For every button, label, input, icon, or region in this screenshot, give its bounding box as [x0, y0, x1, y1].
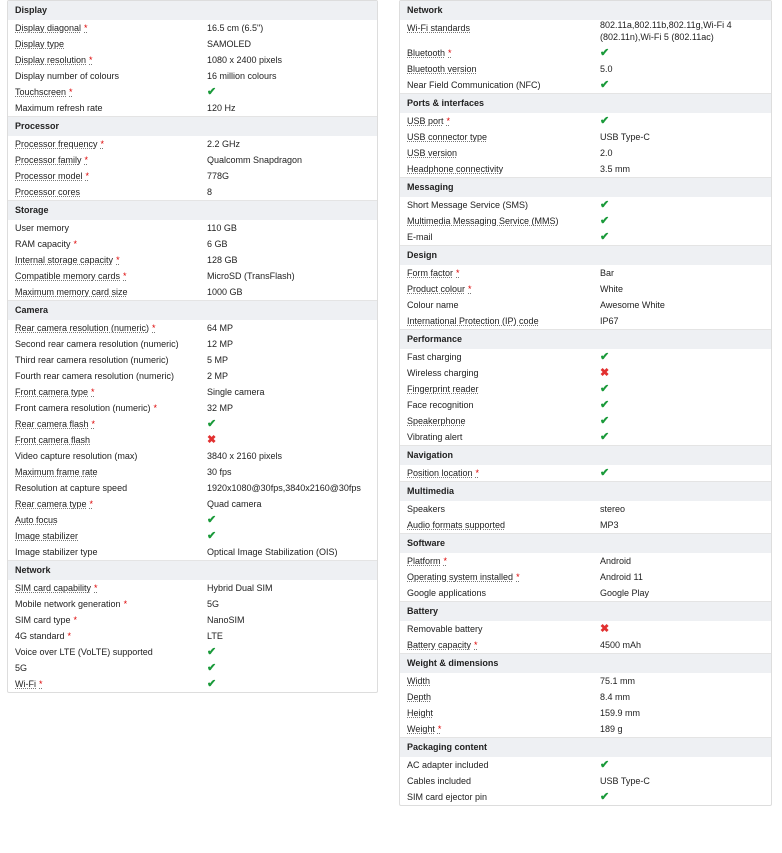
- spec-value: 3.5 mm: [600, 164, 631, 174]
- required-marker: *: [448, 48, 452, 58]
- spec-row-resolution-at-capture-speed: [8, 480, 377, 496]
- spec-value: IP67: [600, 316, 619, 326]
- spec-value: 8.4 mm: [600, 692, 631, 702]
- required-marker: *: [152, 323, 156, 333]
- section-header-camera: Camera: [8, 300, 377, 320]
- spec-row-speakerphone: [400, 413, 771, 429]
- spec-value-icon: [207, 660, 216, 676]
- spec-label[interactable]: Image stabilizer: [15, 531, 79, 541]
- spec-label: Face recognition: [407, 400, 474, 410]
- spec-value: 6 GB: [207, 239, 228, 249]
- spec-row-maximum-memory-card-size: [8, 284, 377, 300]
- spec-row-international-protection-ip-code: [400, 313, 771, 329]
- spec-label: Maximum refresh rate: [15, 103, 103, 113]
- spec-label[interactable]: Bluetooth *: [407, 48, 452, 58]
- spec-value-icon: [207, 676, 216, 692]
- required-marker: *: [91, 419, 96, 429]
- spec-row-usb-port: [400, 113, 771, 129]
- section-header-network: Network: [8, 560, 377, 580]
- spec-label: Near Field Communication (NFC): [407, 80, 541, 90]
- spec-label[interactable]: Weight *: [407, 724, 442, 734]
- spec-label[interactable]: Platform *: [407, 556, 448, 566]
- spec-row-width: [400, 673, 771, 689]
- spec-value: White: [600, 284, 624, 294]
- spec-label: Google applications: [407, 588, 487, 598]
- spec-value: 4500 mAh: [600, 640, 642, 650]
- spec-row-depth: [400, 689, 771, 705]
- spec-value: 802.11a,802.11b,802.11g,Wi-Fi 4 (802.11n),Wi-Fi 5 (802.11ac): [600, 20, 732, 42]
- required-marker: *: [468, 284, 472, 294]
- spec-label: Short Message Service (SMS): [407, 200, 529, 210]
- check-icon: ✔: [600, 115, 610, 127]
- spec-row-sim-card-ejector-pin: [400, 789, 771, 805]
- required-marker: *: [39, 679, 43, 689]
- spec-value: Quad camera: [207, 499, 262, 509]
- spec-label[interactable]: Position location *: [407, 468, 480, 478]
- spec-label[interactable]: Fingerprint reader: [407, 384, 479, 394]
- check-icon: ✔: [600, 79, 610, 91]
- spec-value-icon: [600, 229, 609, 245]
- check-icon: ✔: [207, 662, 217, 674]
- section-header-software: Software: [400, 533, 771, 553]
- spec-row-maximum-frame-rate: [8, 464, 377, 480]
- spec-label[interactable]: Operating system installed *: [407, 572, 520, 582]
- spec-row-cables-included: [400, 773, 771, 789]
- section-header-messaging: Messaging: [400, 177, 771, 197]
- spec-value: 32 MP: [207, 403, 234, 413]
- spec-row-platform: [400, 553, 771, 569]
- spec-value: 5G: [207, 599, 220, 609]
- spec-value: 5 MP: [207, 355, 229, 365]
- section-header-design: Design: [400, 245, 771, 265]
- spec-label: Front camera resolution (numeric) *: [15, 403, 158, 413]
- spec-value-icon: [600, 213, 609, 229]
- spec-label: SIM card type *: [15, 615, 78, 625]
- spec-label[interactable]: Maximum frame rate: [15, 467, 98, 477]
- check-icon: ✔: [600, 231, 610, 243]
- spec-value: 12 MP: [207, 339, 234, 349]
- check-icon: ✔: [207, 418, 217, 430]
- spec-value: Qualcomm Snapdragon: [207, 155, 303, 165]
- spec-value-icon: [600, 349, 609, 365]
- spec-label[interactable]: Maximum memory card size: [15, 287, 128, 297]
- spec-label: Colour name: [407, 300, 459, 310]
- required-marker: *: [443, 556, 448, 566]
- spec-row-user-memory: [8, 220, 377, 236]
- spec-row-processor-cores: [8, 184, 377, 200]
- required-marker: *: [437, 724, 442, 734]
- spec-row-rear-camera-flash: [8, 416, 377, 432]
- spec-row-processor-frequency: [8, 136, 377, 152]
- spec-value-icon: [600, 757, 609, 773]
- spec-value: 5.0: [600, 64, 613, 74]
- spec-label[interactable]: SIM card capability *: [15, 583, 98, 593]
- spec-label: Vibrating alert: [407, 432, 463, 442]
- required-marker: *: [84, 155, 89, 165]
- required-marker: *: [73, 239, 78, 249]
- spec-value-icon: [600, 397, 609, 413]
- spec-row-display-resolution: [8, 52, 377, 68]
- spec-row-display-type: [8, 36, 377, 52]
- required-marker: *: [123, 599, 128, 609]
- required-marker: *: [94, 583, 98, 593]
- spec-label[interactable]: Processor cores: [15, 187, 81, 197]
- spec-value-icon: [600, 77, 609, 93]
- spec-label[interactable]: Front camera type *: [15, 387, 95, 397]
- spec-value: Google Play: [600, 588, 650, 598]
- spec-value: MP3: [600, 520, 619, 530]
- required-marker: *: [516, 572, 520, 582]
- check-icon: ✔: [600, 215, 610, 227]
- spec-row-display-diagonal: [8, 20, 377, 36]
- spec-row-headphone-connectivity: [400, 161, 771, 177]
- check-icon: ✔: [207, 646, 217, 658]
- section-header-processor: Processor: [8, 116, 377, 136]
- spec-label[interactable]: USB connector type: [407, 132, 488, 142]
- check-icon: ✔: [600, 383, 610, 395]
- check-icon: ✔: [600, 415, 610, 427]
- spec-value-icon: [207, 84, 216, 100]
- spec-value: 16.5 cm (6.5"): [207, 23, 264, 33]
- required-marker: *: [475, 468, 480, 478]
- required-marker: *: [100, 139, 105, 149]
- spec-row-image-stabilizer-type: [8, 544, 377, 560]
- spec-row-battery-capacity: [400, 637, 771, 653]
- spec-label: Speakers: [407, 504, 446, 514]
- section-header-packaging-content: Packaging content: [400, 737, 771, 757]
- spec-row-front-camera-resolution-numeric: [8, 400, 377, 416]
- spec-value-icon: [207, 528, 216, 544]
- spec-value: MicroSD (TransFlash): [207, 271, 295, 281]
- spec-value: Hybrid Dual SIM: [207, 583, 273, 593]
- spec-label: Fourth rear camera resolution (numeric): [15, 371, 175, 381]
- spec-value-icon: [207, 512, 216, 528]
- spec-value-icon: [600, 413, 609, 429]
- check-icon: ✔: [600, 759, 610, 771]
- spec-row-bluetooth: [400, 45, 771, 61]
- spec-label: Third rear camera resolution (numeric): [15, 355, 169, 365]
- spec-label: Display number of colours: [15, 71, 120, 81]
- check-icon: ✔: [207, 86, 217, 98]
- required-marker: *: [116, 255, 120, 265]
- spec-label: Wireless charging: [407, 368, 479, 378]
- spec-value-icon: [600, 381, 609, 397]
- spec-value: 778G: [207, 171, 230, 181]
- spec-row-rear-camera-type: [8, 496, 377, 512]
- spec-value: 16 million colours: [207, 71, 277, 81]
- spec-value: 75.1 mm: [600, 676, 636, 686]
- spec-label: Video capture resolution (max): [15, 451, 138, 461]
- spec-label[interactable]: USB port *: [407, 116, 451, 126]
- spec-value-icon: [600, 429, 609, 445]
- spec-row-bluetooth-version: [400, 61, 771, 77]
- spec-value: Optical Image Stabilization (OIS): [207, 547, 338, 557]
- spec-label[interactable]: Display diagonal *: [15, 23, 88, 33]
- section-header-navigation: Navigation: [400, 445, 771, 465]
- spec-value: 110 GB: [207, 223, 237, 233]
- spec-label[interactable]: Display type: [15, 39, 65, 49]
- spec-label[interactable]: Front camera flash: [15, 435, 91, 445]
- spec-label: AC adapter included: [407, 760, 489, 770]
- spec-label[interactable]: Height: [407, 708, 434, 718]
- required-marker: *: [474, 640, 478, 650]
- spec-row-5g: [8, 660, 377, 676]
- spec-value: 120 Hz: [207, 103, 236, 113]
- spec-value: NanoSIM: [207, 615, 245, 625]
- spec-row-speakers: [400, 501, 771, 517]
- spec-row-position-location: [400, 465, 771, 481]
- spec-label: User memory: [15, 223, 70, 233]
- spec-label[interactable]: Display resolution *: [15, 55, 93, 65]
- spec-label: Fast charging: [407, 352, 462, 362]
- required-marker: *: [67, 631, 72, 641]
- spec-row-wi-fi-standards: [400, 20, 771, 45]
- section-header-weight-dimensions: Weight & dimensions: [400, 653, 771, 673]
- spec-label[interactable]: Compatible memory cards *: [15, 271, 127, 281]
- spec-label[interactable]: Internal storage capacity *: [15, 255, 120, 265]
- spec-value: Android: [600, 556, 632, 566]
- cross-icon: ✖: [207, 434, 217, 446]
- check-icon: ✔: [600, 199, 610, 211]
- required-marker: *: [84, 23, 88, 33]
- spec-label[interactable]: Multimedia Messaging Service (MMS): [407, 216, 559, 226]
- spec-row-vibrating-alert: [400, 429, 771, 445]
- spec-row-multimedia-messaging-service-mms: [400, 213, 771, 229]
- spec-value-icon: [600, 197, 609, 213]
- specs-column-left: [7, 0, 378, 693]
- spec-label: Cables included: [407, 776, 472, 786]
- spec-row-image-stabilizer: [8, 528, 377, 544]
- spec-row-near-field-communication-nfc: [400, 77, 771, 93]
- required-marker: *: [89, 499, 94, 509]
- required-marker: *: [153, 403, 158, 413]
- spec-value: stereo: [600, 504, 626, 514]
- spec-label: RAM capacity *: [15, 239, 78, 249]
- spec-label[interactable]: Form factor *: [407, 268, 460, 278]
- spec-row-wireless-charging: [400, 365, 771, 381]
- spec-label[interactable]: Touchscreen *: [15, 87, 73, 97]
- spec-label: Second rear camera resolution (numeric): [15, 339, 179, 349]
- spec-value: Awesome White: [600, 300, 665, 310]
- spec-row-removable-battery: [400, 621, 771, 637]
- spec-value: 1920x1080@30fps,3840x2160@30fps: [207, 483, 361, 493]
- spec-value: 30 fps: [207, 467, 232, 477]
- spec-label: SIM card ejector pin: [407, 792, 488, 802]
- check-icon: ✔: [207, 678, 217, 690]
- spec-label[interactable]: Rear camera type *: [15, 499, 94, 509]
- spec-row-auto-focus: [8, 512, 377, 528]
- spec-value: 1080 x 2400 pixels: [207, 55, 283, 65]
- spec-value: 3840 x 2160 pixels: [207, 451, 283, 461]
- spec-row-rear-camera-resolution-numeric: [8, 320, 377, 336]
- cross-icon: ✖: [600, 367, 610, 379]
- spec-row-operating-system-installed: [400, 569, 771, 585]
- required-marker: *: [123, 271, 127, 281]
- spec-value: 2 MP: [207, 371, 229, 381]
- spec-row-fourth-rear-camera-resolution-numeric: [8, 368, 377, 384]
- spec-value-icon: [600, 465, 609, 481]
- section-header-display: Display: [8, 1, 377, 20]
- spec-label: Image stabilizer type: [15, 547, 98, 557]
- spec-value-icon: [600, 113, 609, 129]
- required-marker: *: [85, 171, 90, 181]
- spec-row-voice-over-lte-volte-supported: [8, 644, 377, 660]
- check-icon: ✔: [600, 467, 610, 479]
- check-icon: ✔: [207, 530, 217, 542]
- spec-value: 2.2 GHz: [207, 139, 241, 149]
- specs-column-right: [399, 0, 772, 806]
- spec-row-third-rear-camera-resolution-numeric: [8, 352, 377, 368]
- spec-value-icon: [600, 789, 609, 805]
- required-marker: *: [91, 387, 95, 397]
- spec-value: 8: [207, 187, 213, 197]
- required-marker: *: [73, 615, 78, 625]
- spec-label[interactable]: Headphone connectivity: [407, 164, 504, 174]
- spec-label: 4G standard *: [15, 631, 72, 641]
- spec-row-product-colour: [400, 281, 771, 297]
- section-header-multimedia: Multimedia: [400, 481, 771, 501]
- spec-label: E-mail: [407, 232, 433, 242]
- section-header-storage: Storage: [8, 200, 377, 220]
- spec-value: 159.9 mm: [600, 708, 641, 718]
- spec-label: Mobile network generation *: [15, 599, 128, 609]
- spec-label[interactable]: USB version: [407, 148, 458, 158]
- spec-label[interactable]: Rear camera flash *: [15, 419, 96, 429]
- section-header-battery: Battery: [400, 601, 771, 621]
- spec-row-form-factor: [400, 265, 771, 281]
- spec-label[interactable]: International Protection (IP) code: [407, 316, 539, 326]
- spec-row-4g-standard: [8, 628, 377, 644]
- spec-value: Android 11: [600, 572, 643, 582]
- spec-label[interactable]: Processor frequency *: [15, 139, 105, 149]
- section-header-network: Network: [400, 1, 771, 20]
- spec-value-icon: [600, 621, 609, 637]
- spec-value-icon: [600, 365, 609, 381]
- spec-row-audio-formats-supported: [400, 517, 771, 533]
- spec-label: Resolution at capture speed: [15, 483, 128, 493]
- spec-row-ram-capacity: [8, 236, 377, 252]
- spec-value-icon: [207, 432, 216, 448]
- spec-row-wi-fi: [8, 676, 377, 692]
- spec-value: 64 MP: [207, 323, 234, 333]
- spec-row-usb-version: [400, 145, 771, 161]
- spec-row-sim-card-type: [8, 612, 377, 628]
- spec-row-front-camera-flash: [8, 432, 377, 448]
- spec-row-colour-name: [400, 297, 771, 313]
- spec-label[interactable]: Width: [407, 676, 431, 686]
- section-header-performance: Performance: [400, 329, 771, 349]
- spec-label[interactable]: Processor model *: [15, 171, 90, 181]
- required-marker: *: [89, 55, 93, 65]
- spec-row-height: [400, 705, 771, 721]
- spec-row-short-message-service-sms: [400, 197, 771, 213]
- check-icon: ✔: [600, 431, 610, 443]
- spec-label[interactable]: Product colour *: [407, 284, 472, 294]
- spec-row-touchscreen: [8, 84, 377, 100]
- spec-value: Bar: [600, 268, 615, 278]
- spec-value-icon: [207, 416, 216, 432]
- spec-label[interactable]: Audio formats supported: [407, 520, 506, 530]
- spec-row-front-camera-type: [8, 384, 377, 400]
- spec-row-processor-model: [8, 168, 377, 184]
- spec-row-mobile-network-generation: [8, 596, 377, 612]
- spec-value: Single camera: [207, 387, 265, 397]
- spec-value: 1000 GB: [207, 287, 243, 297]
- required-marker: *: [446, 116, 451, 126]
- spec-label[interactable]: Processor family *: [15, 155, 89, 165]
- check-icon: ✔: [207, 514, 217, 526]
- spec-value-icon: [600, 45, 609, 61]
- spec-row-maximum-refresh-rate: [8, 100, 377, 116]
- spec-row-video-capture-resolution-max: [8, 448, 377, 464]
- spec-value: 2.0: [600, 148, 613, 158]
- spec-row-sim-card-capability: [8, 580, 377, 596]
- spec-row-weight: [400, 721, 771, 737]
- required-marker: *: [69, 87, 73, 97]
- spec-value: USB Type-C: [600, 132, 650, 142]
- spec-label[interactable]: Battery capacity *: [407, 640, 478, 650]
- spec-value-icon: [207, 644, 216, 660]
- section-header-ports-interfaces: Ports & interfaces: [400, 93, 771, 113]
- check-icon: ✔: [600, 791, 610, 803]
- spec-row-second-rear-camera-resolution-numeric: [8, 336, 377, 352]
- spec-row-processor-family: [8, 152, 377, 168]
- spec-row-ac-adapter-included: [400, 757, 771, 773]
- spec-label: Removable battery: [407, 624, 483, 634]
- required-marker: *: [456, 268, 460, 278]
- spec-row-google-applications: [400, 585, 771, 601]
- spec-value: 128 GB: [207, 255, 238, 265]
- spec-row-usb-connector-type: [400, 129, 771, 145]
- spec-value: 189 g: [600, 724, 623, 734]
- spec-label: 5G: [15, 663, 28, 673]
- spec-row-compatible-memory-cards: [8, 268, 377, 284]
- spec-label[interactable]: Depth: [407, 692, 432, 702]
- spec-value: SAMOLED: [207, 39, 252, 49]
- spec-label[interactable]: Wi-Fi *: [15, 679, 43, 689]
- spec-label[interactable]: Rear camera resolution (numeric) *: [15, 323, 156, 333]
- spec-value: USB Type-C: [600, 776, 650, 786]
- cross-icon: ✖: [600, 623, 610, 635]
- spec-row-fast-charging: [400, 349, 771, 365]
- spec-label[interactable]: Bluetooth version: [407, 64, 477, 74]
- spec-label[interactable]: Wi-Fi standards: [407, 23, 471, 33]
- spec-row-e-mail: [400, 229, 771, 245]
- spec-row-face-recognition: [400, 397, 771, 413]
- spec-row-fingerprint-reader: [400, 381, 771, 397]
- spec-row-internal-storage-capacity: [8, 252, 377, 268]
- spec-label: Voice over LTE (VoLTE) supported: [15, 647, 153, 657]
- spec-label[interactable]: Auto focus: [15, 515, 58, 525]
- check-icon: ✔: [600, 399, 610, 411]
- check-icon: ✔: [600, 351, 610, 363]
- spec-value: LTE: [207, 631, 223, 641]
- spec-row-display-number-of-colours: [8, 68, 377, 84]
- check-icon: ✔: [600, 47, 610, 59]
- spec-label[interactable]: Speakerphone: [407, 416, 466, 426]
